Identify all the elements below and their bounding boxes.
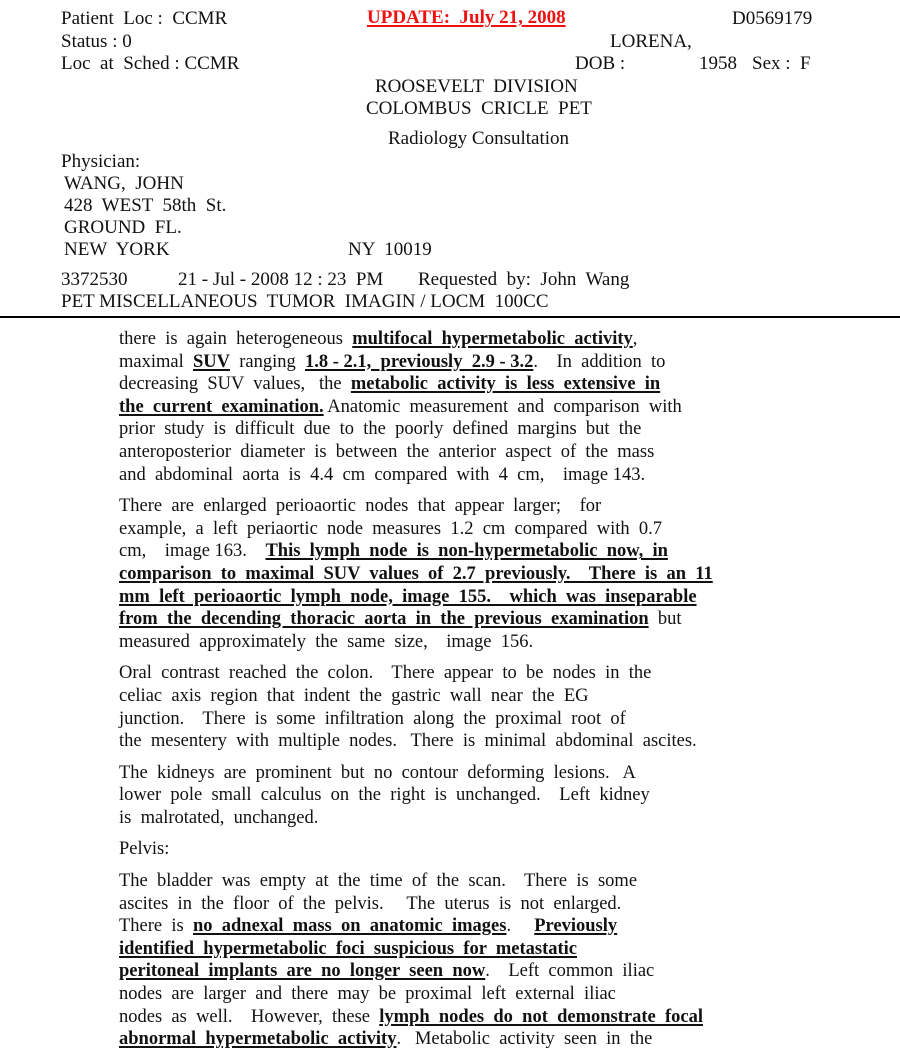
highlighted-finding: metabolic activity is less extensive in xyxy=(350,374,661,395)
highlighted-finding: mm left perioaortic lymph node, image 155. which was inseparable xyxy=(119,586,697,607)
highlighted-finding: This lymph node is non-hypermetabolic now, in xyxy=(265,541,668,562)
paragraph-findings-abdomen xyxy=(119,662,799,752)
highlighted-finding: lymph nodes do not demonstrate focal xyxy=(379,1006,704,1027)
highlighted-finding: from the decending thoracic aorta in the previous examination xyxy=(119,609,649,630)
text-line: ascites in the floor of the pelvis. The uterus is not enlarged. xyxy=(119,893,622,914)
paragraph-findings-nodes xyxy=(119,495,799,653)
patient-name: LORENA, xyxy=(610,31,692,52)
highlighted-finding: comparison to maximal SUV values of 2.7 previously. There is an 11 xyxy=(119,563,713,584)
physician-city: NEW YORK xyxy=(64,239,170,260)
highlighted-finding: abnormal hypermetabolic activity xyxy=(119,1029,397,1050)
highlighted-finding: the current examination. xyxy=(119,396,324,417)
text-line: Oral contrast reached the colon. There appear to be nodes in the xyxy=(119,663,652,684)
text: maximal xyxy=(119,351,193,372)
patient-status: Status : 0 xyxy=(61,31,132,52)
procedure-name: PET MISCELLANEOUS TUMOR IMAGIN / LOCM 100CC xyxy=(61,291,549,312)
text-line: is malrotated, unchanged. xyxy=(119,807,319,828)
text: but xyxy=(648,609,682,630)
highlighted-finding: SUV xyxy=(192,351,230,372)
physician-label: Physician: xyxy=(61,151,141,172)
text-line: The kidneys are prominent but no contour deforming lesions. A xyxy=(119,762,636,783)
dob-value: 1958 xyxy=(699,53,737,74)
header-divider xyxy=(0,316,900,318)
accession-number: 3372530 xyxy=(61,269,128,290)
requested-by: Requested by: John Wang xyxy=(418,269,630,290)
physician-state-zip: NY 10019 xyxy=(348,239,432,260)
section-heading-pelvis xyxy=(119,838,799,861)
text-line: example, a left periaortic node measures 1.2 cm compared with 0.7 xyxy=(119,518,662,539)
text: . In addition to xyxy=(533,351,666,372)
patient-location: Patient Loc : CCMR xyxy=(61,8,228,29)
text: Anatomic measurement and comparison with xyxy=(323,396,682,417)
text-line: measured approximately the same size, image 156. xyxy=(119,631,534,652)
update-banner: UPDATE: July 21, 2008 xyxy=(367,7,566,28)
text: , xyxy=(632,329,638,349)
location-at-schedule: Loc at Sched : CCMR xyxy=(61,53,240,74)
division-name: ROOSEVELT DIVISION xyxy=(375,76,578,97)
text: nodes as well. However, these xyxy=(119,1006,380,1027)
text: decreasing SUV values, the xyxy=(119,374,351,395)
highlighted-finding: peritoneal implants are no longer seen now xyxy=(119,961,486,982)
highlighted-finding: identified hypermetabolic foci suspicious for metastatic xyxy=(119,938,578,959)
highlighted-finding: no adnexal mass on anatomic images xyxy=(192,916,507,937)
exam-datetime: 21 - Jul - 2008 12 : 23 PM xyxy=(178,269,384,290)
text: There is xyxy=(119,916,193,937)
text: . xyxy=(506,916,535,937)
pelvis-heading: Pelvis: xyxy=(119,839,170,860)
text-line: celiac axis region that indent the gastric wall near the EG xyxy=(119,685,589,706)
text-line: nodes are larger and there may be proximal left external iliac xyxy=(119,984,616,1005)
sex-field: Sex : F xyxy=(752,53,811,74)
text: there is again heterogeneous xyxy=(119,329,353,349)
text-line: prior study is difficult due to the poorly defined margins but the xyxy=(119,419,642,440)
physician-name: WANG, JOHN xyxy=(64,173,184,194)
text-line: lower pole small calculus on the right is unchanged. Left kidney xyxy=(119,785,650,806)
physician-address-line2: GROUND FL. xyxy=(64,217,182,238)
text: . Left common iliac xyxy=(485,961,655,982)
dob-label: DOB : xyxy=(575,53,626,74)
physician-address-line1: 428 WEST 58th St. xyxy=(64,195,227,216)
text-line: the mesentery with multiple nodes. There is minimal abdominal ascites. xyxy=(119,731,697,752)
text: cm, image 163. xyxy=(119,541,266,562)
text: . Metabolic activity seen in the xyxy=(396,1029,653,1050)
site-name: COLOMBUS CRICLE PET xyxy=(366,98,592,119)
paragraph-findings-kidneys xyxy=(119,762,799,830)
text: ranging xyxy=(230,351,306,372)
paragraph-findings-pelvis xyxy=(119,870,799,1051)
highlighted-finding: Previously xyxy=(534,916,618,937)
report-body xyxy=(119,328,799,1060)
text-line: junction. There is some infiltration along the proximal root of xyxy=(119,708,626,729)
text-line: There are enlarged perioaortic nodes that appear larger; for xyxy=(119,496,602,517)
paragraph-findings-mass xyxy=(119,328,799,486)
text-line: anteroposterior diameter is between the anterior aspect of the mass xyxy=(119,441,655,462)
text-line: and abdominal aorta is 4.4 cm compared with 4 cm, image 143. xyxy=(119,464,646,485)
highlighted-finding: multifocal hypermetabolic activity xyxy=(352,329,633,349)
highlighted-finding: 1.8 - 2.1, previously 2.9 - 3.2 xyxy=(305,351,534,372)
record-id: D0569179 xyxy=(732,8,813,29)
text-line: The bladder was empty at the time of the scan. There is some xyxy=(119,871,638,892)
report-type: Radiology Consultation xyxy=(388,128,570,149)
